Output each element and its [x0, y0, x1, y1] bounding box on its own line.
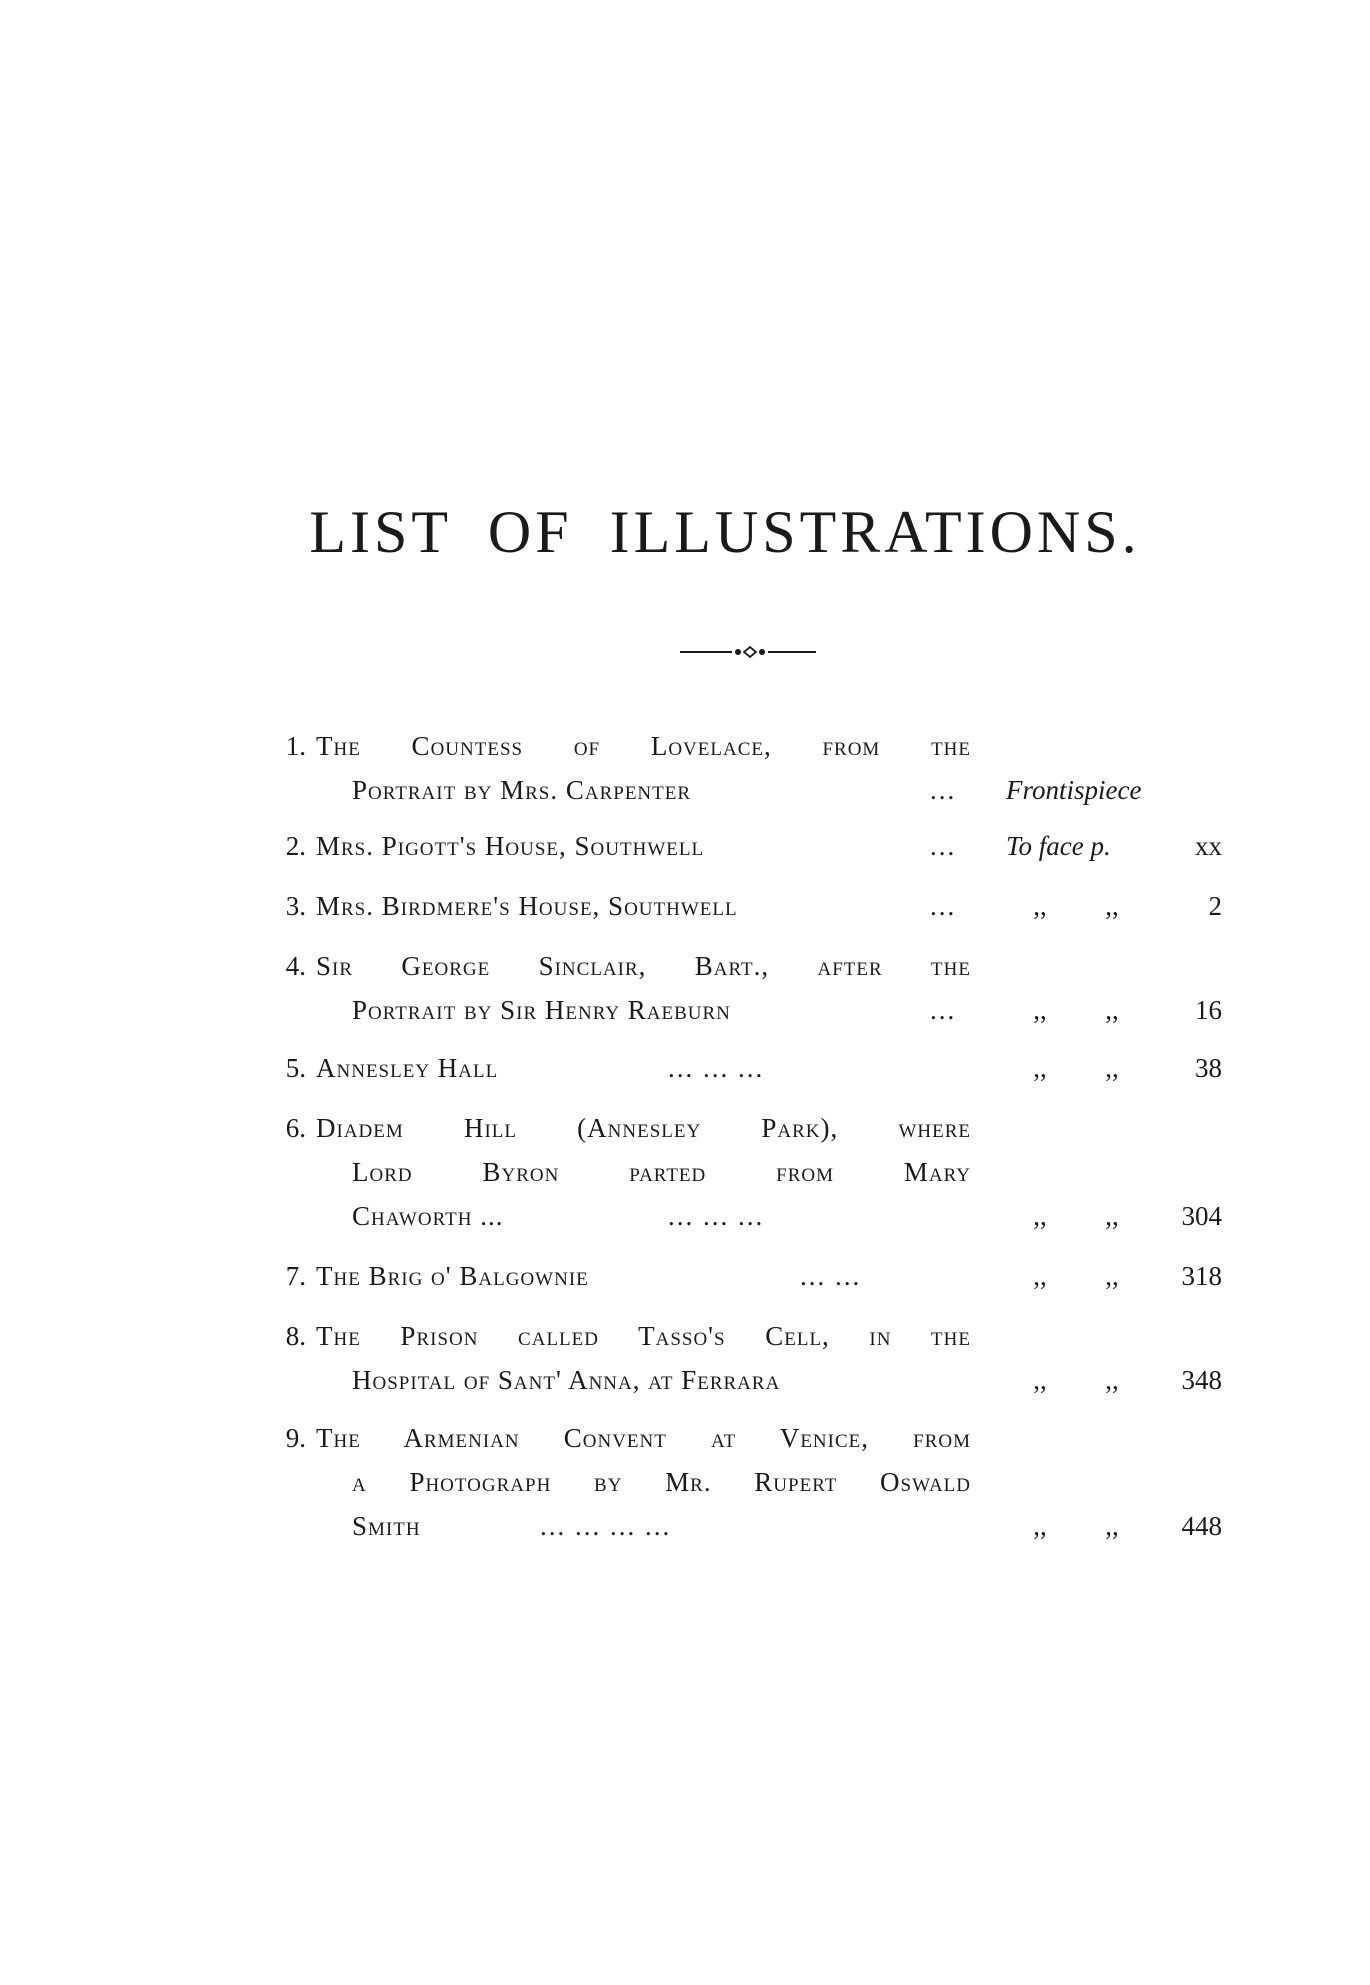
illustration-entry-4 — [0, 944, 1370, 1032]
illustration-entry-9 — [0, 1416, 1370, 1548]
ditto-mark: ,, — [1105, 995, 1119, 1025]
ditto-mark: ,, — [1105, 891, 1119, 921]
entry-caption-line: Sir George Sinclair, Bart., after the — [316, 951, 971, 981]
ditto-mark: ,, — [1033, 1261, 1047, 1291]
entry-number: 5. — [285, 1053, 306, 1083]
leader-dots: ... — [930, 831, 957, 861]
page-number: 2 — [1208, 891, 1222, 921]
leader-dots: ... ... ... ... — [540, 1511, 672, 1541]
entry-caption-line: The Prison called Tasso's Cell, in the — [316, 1321, 971, 1351]
ditto-mark: ,, — [1033, 1511, 1047, 1541]
page-number: 448 — [1181, 1511, 1222, 1541]
page-title: LIST OF ILLUSTRATIONS. — [309, 499, 1141, 565]
ditto-mark: ,, — [1105, 1201, 1119, 1231]
entry-number: 3. — [285, 891, 306, 921]
entry-number: 2. — [285, 831, 306, 861]
ditto-mark: ,, — [1033, 995, 1047, 1025]
page-number: 318 — [1181, 1261, 1222, 1291]
illustration-entry-3 — [0, 884, 1370, 928]
page-number: 38 — [1195, 1053, 1222, 1083]
entry-number: 6. — [285, 1113, 306, 1143]
entry-number: 1. — [285, 731, 306, 761]
entry-caption-line: Mrs. Birdmere's House, Southwell — [316, 891, 738, 921]
entry-caption-line: Diadem Hill (Annesley Park), where — [316, 1113, 971, 1143]
ditto-mark: ,, — [1105, 1261, 1119, 1291]
ditto-mark: ,, — [1033, 1053, 1047, 1083]
entry-caption-line: Annesley Hall — [316, 1053, 499, 1083]
illustration-entry-1 — [0, 724, 1370, 812]
entry-caption-line: Lord Byron parted from Mary — [352, 1157, 971, 1187]
page-number: 16 — [1195, 995, 1222, 1025]
entry-number: 9. — [285, 1423, 306, 1453]
leader-dots: ... ... ... — [668, 1053, 765, 1083]
entry-caption-line: a Photograph by Mr. Rupert Oswald — [352, 1467, 971, 1497]
entry-caption-line: Smith — [352, 1511, 421, 1541]
ditto-mark: ,, — [1105, 1365, 1119, 1395]
ditto-mark: ,, — [1033, 1365, 1047, 1395]
illustration-entry-5 — [0, 1046, 1370, 1090]
entry-caption-line: Portrait by Sir Henry Raeburn — [352, 995, 731, 1025]
page-number: xx — [1195, 831, 1222, 861]
page-number: 348 — [1181, 1365, 1222, 1395]
entry-number: 7. — [285, 1261, 306, 1291]
plate-position: To face p. — [1006, 831, 1111, 861]
illustration-entry-7 — [0, 1254, 1370, 1298]
illustration-entry-6 — [0, 1106, 1370, 1238]
entry-caption-line: Chaworth ... — [352, 1201, 504, 1231]
leader-dots: ... — [930, 995, 957, 1025]
entry-number: 4. — [285, 951, 306, 981]
leader-dots: ... ... ... — [668, 1201, 765, 1231]
ditto-mark: ,, — [1105, 1053, 1119, 1083]
illustration-entry-8 — [0, 1314, 1370, 1402]
entry-caption-line: The Brig o' Balgownie — [316, 1261, 589, 1291]
leader-dots: ... — [930, 775, 957, 805]
ornament-rule-icon — [678, 644, 818, 660]
entry-caption-line: Portrait by Mrs. Carpenter — [352, 775, 692, 805]
entry-caption-line: Mrs. Pigott's House, Southwell — [316, 831, 705, 861]
entry-number: 8. — [285, 1321, 306, 1351]
leader-dots: ... — [930, 891, 957, 921]
leader-dots: ... ... — [800, 1261, 862, 1291]
illustration-entry-2 — [0, 824, 1370, 868]
entry-caption-line: The Armenian Convent at Venice, from — [316, 1423, 971, 1453]
entry-caption-line: Hospital of Sant' Anna, at Ferrara — [352, 1365, 781, 1395]
ditto-mark: ,, — [1033, 1201, 1047, 1231]
entry-caption-line: The Countess of Lovelace, from the — [316, 731, 971, 761]
page-number: 304 — [1181, 1201, 1222, 1231]
plate-position: Frontispiece — [1006, 775, 1142, 805]
ditto-mark: ,, — [1033, 891, 1047, 921]
ditto-mark: ,, — [1105, 1511, 1119, 1541]
